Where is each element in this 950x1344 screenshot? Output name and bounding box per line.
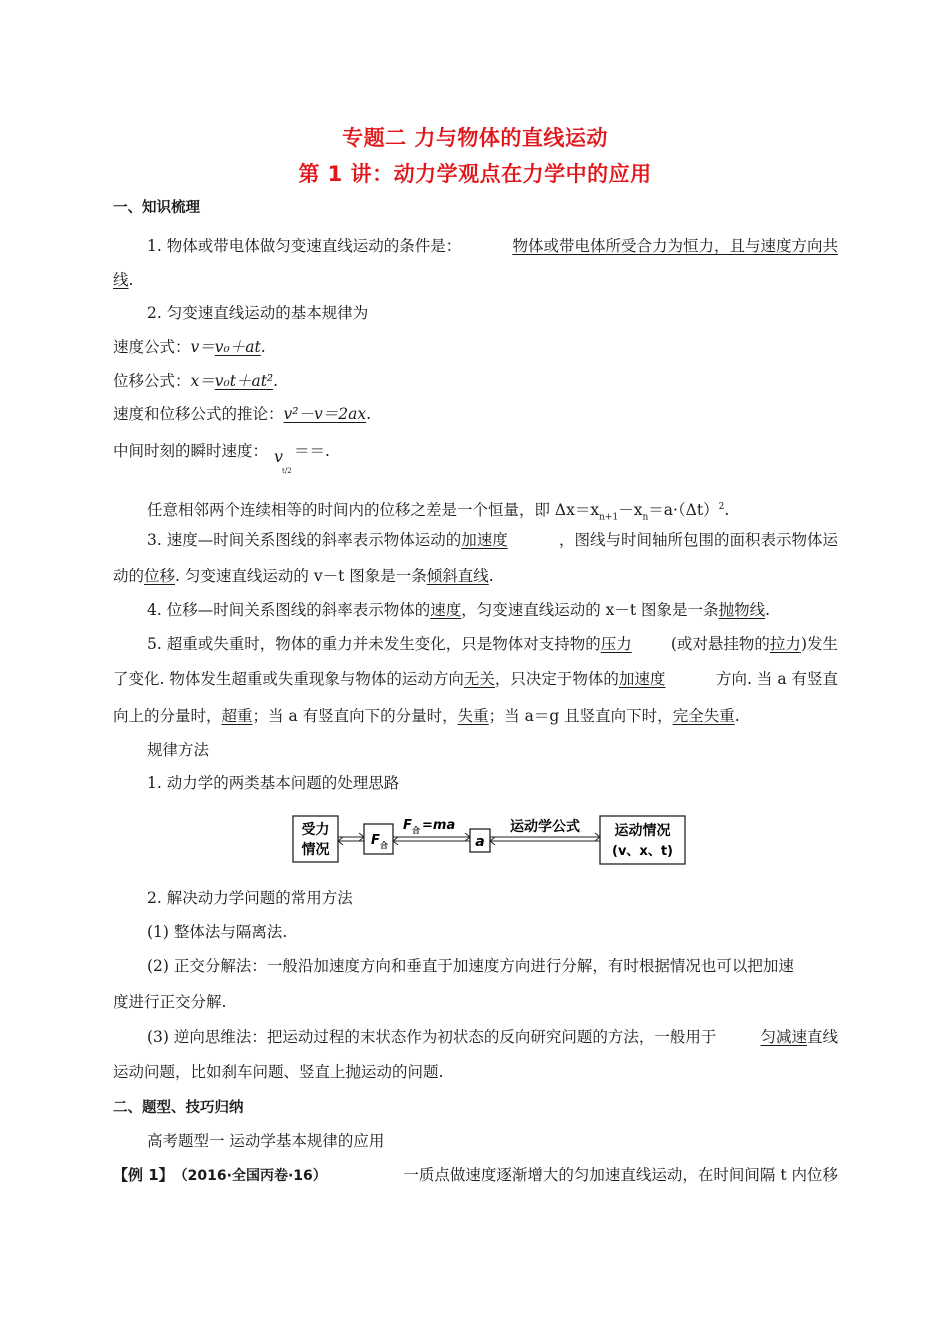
k5-h: ；当 a 有竖直向下的分量时， [252,707,458,725]
example-text: 一质点做速度逐渐增大的匀加速直线运动，在时间间隔 t 内位移 [403,1166,838,1184]
delta-end: ＝a·（Δt） [648,501,719,520]
box-net-force [364,824,393,854]
k3-b: ，图线与时间轴所包围的面积表示物体运 [558,531,838,549]
example-tag: 【例 1】 [113,1166,174,1184]
question-type-1: 高考题型一 运动学基本规律的应用 [147,1132,385,1150]
mid-velocity-sub: t/2 [282,467,292,475]
paragraph-k4 [147,600,838,620]
k4-b: ，匀变速直线运动的 x－t 图象是一条 [461,601,719,619]
inference-formula-line: 速度和位移公式的推论：v²－v＝2ax. [113,405,372,423]
document-title: 专题二 力与物体的直线运动 [342,126,608,150]
example-1-line [113,1165,838,1186]
arrow-2-label-sub: 合 [412,826,420,835]
k5-g: 向上的分量时， [113,707,222,725]
delta-mid: －x [618,501,643,520]
k3-e: . [488,567,494,585]
k5-answer-1: 压力 [600,635,632,653]
methods-2-3-line2: 运动问题，比如刹车问题、竖直上抛运动的问题. [113,1063,444,1081]
box-motion-line2: (v、x、t) [612,844,673,859]
paragraph-k3-line2 [113,566,838,586]
k5-answer-4: 加速度 [618,670,666,688]
displacement-formula-line: 位移公式：x＝v₀t＋at². [113,372,279,390]
methods-heading: 规律方法 [147,741,210,759]
k3-d: . 匀变速直线运动的 v－t 图象是一条 [175,567,427,585]
box-acceleration-label: a [475,834,485,850]
methods-1: 1. 动力学的两类基本问题的处理思路 [147,774,400,792]
k5-d: 了变化. 物体发生超重或失重现象与物体的运动方向 [113,670,464,688]
k4-a: 4. 位移—时间关系图线的斜率表示物体的 [147,601,431,619]
k3-c: 动的 [113,567,145,585]
mid-velocity-label: 中间时刻的瞬时速度： [113,442,269,460]
document-subtitle: 第 1 讲：动力学观点在力学中的应用 [298,162,652,186]
k4-answer-1: 速度 [430,601,462,619]
k4-c: . [765,601,771,619]
k3-answer-2: 位移 [144,567,176,585]
velocity-lhs: v＝ [190,338,215,356]
delta-line [147,497,838,527]
displacement-lhs: x＝ [190,372,215,390]
k3-answer-3: 倾斜直线 [426,567,489,585]
inference-label: 速度和位移公式的推论： [113,405,284,423]
mid-velocity-symbol [268,441,294,475]
box-motion-line1: 运动情况 [614,823,671,839]
velocity-rhs: v₀＋at [214,338,261,356]
methods-2-1: (1) 整体法与隔离法. [147,923,288,941]
paragraph-k5-line3 [113,706,838,726]
k5-a: 5. 超重或失重时，物体的重力并未发生变化，只是物体对支持物的 [147,635,601,653]
methods-2-2-line2: 度进行正交分解. [113,993,227,1011]
displacement-rhs: v₀t＋at² [214,372,274,390]
box-net-force-f: F [371,833,380,848]
box-force-line1: 受力 [301,822,330,838]
inference-formula: v²－v＝2ax [283,405,367,423]
paragraph-k1-line2 [113,270,838,290]
k3-answer-1: 加速度 [461,531,508,549]
methods-2-3-answer: 匀减速 [760,1028,807,1046]
k5-answer-3: 无关 [463,670,495,688]
k5-c: )发生 [800,635,838,653]
section-heading-2: 二、题型、技巧归纳 [113,1100,244,1116]
box-net-force-sub: 合 [380,841,388,850]
delta-sup: 2 [718,502,725,512]
k5-j: . [734,707,740,725]
k5-answer-6: 失重 [457,707,489,725]
box-force-line2: 情况 [301,842,330,858]
dynamics-flow-diagram [292,812,688,868]
methods-2: 2. 解决动力学问题的常用方法 [147,889,353,907]
delta-text: 任意相邻两个连续相等的时间内的位移之差是一个恒量，即 Δx＝x [147,501,600,520]
delta-sub2: n [642,512,649,523]
displacement-label: 位移公式： [113,372,191,390]
mid-velocity-rest: ＝＝. [294,442,330,460]
methods-2-2-line1: (2) 正交分解法：一般沿加速度方向和垂直于加速度方向进行分解，有时根据情况也可以把加速 [147,957,794,975]
velocity-formula-line: 速度公式：v＝v₀＋at. [113,338,266,356]
arrow-2-label-f: F [403,818,412,833]
methods-2-3-a: (3) 逆向思维法：把运动过程的末状态作为初状态的反向研究问题的方法，一般用于 [147,1028,717,1046]
k5-i: ；当 a＝g 且竖直向下时， [488,707,673,725]
arrow-3-label: 运动学公式 [510,819,580,835]
methods-2-3-c: 直线 [806,1028,838,1046]
k3-a: 3. 速度—时间关系图线的斜率表示物体运动的 [147,531,462,549]
delta-dot: . [724,501,730,520]
k4-answer-2: 抛物线 [718,601,766,619]
k5-answer-7: 完全失重 [672,707,735,725]
box-motion-situation [600,816,685,864]
velocity-label: 速度公式： [113,338,191,356]
k5-answer-2: 拉力 [769,635,801,653]
paragraph-k3-line1 [147,530,838,550]
k1-prefix: 1. 物体或带电体做匀变速直线运动的条件是： [147,237,462,255]
paragraph-k5-line2 [113,669,838,689]
paragraph-k2-heading: 2. 匀变速直线运动的基本规律为 [147,304,369,322]
methods-2-3-line1 [147,1027,838,1047]
delta-sub1: n+1 [599,512,619,523]
k1-answer: 物体或带电体所受合力为恒力，且与速度方向共 [512,237,838,255]
mid-velocity-line [113,441,838,475]
paragraph-k5-line1 [147,634,838,654]
mid-velocity-v: v [274,447,284,466]
example-source: （2016·全国丙卷·16） [173,1168,327,1184]
arrow-2-label-rest: =ma [422,818,456,833]
k5-e: ，只决定于物体的 [494,670,619,688]
box-force-situation [293,816,338,862]
k5-answer-5: 超重 [221,707,253,725]
k1-answer-cont: 线 [113,271,129,289]
k5-b: (或对悬挂物的 [670,635,770,653]
k5-f: 方向. 当 a 有竖直 [716,670,838,688]
section-heading-1: 一、知识梳理 [113,200,200,216]
paragraph-k1-line1 [147,236,838,256]
box-acceleration [470,829,490,852]
k1-end: . [128,271,134,289]
